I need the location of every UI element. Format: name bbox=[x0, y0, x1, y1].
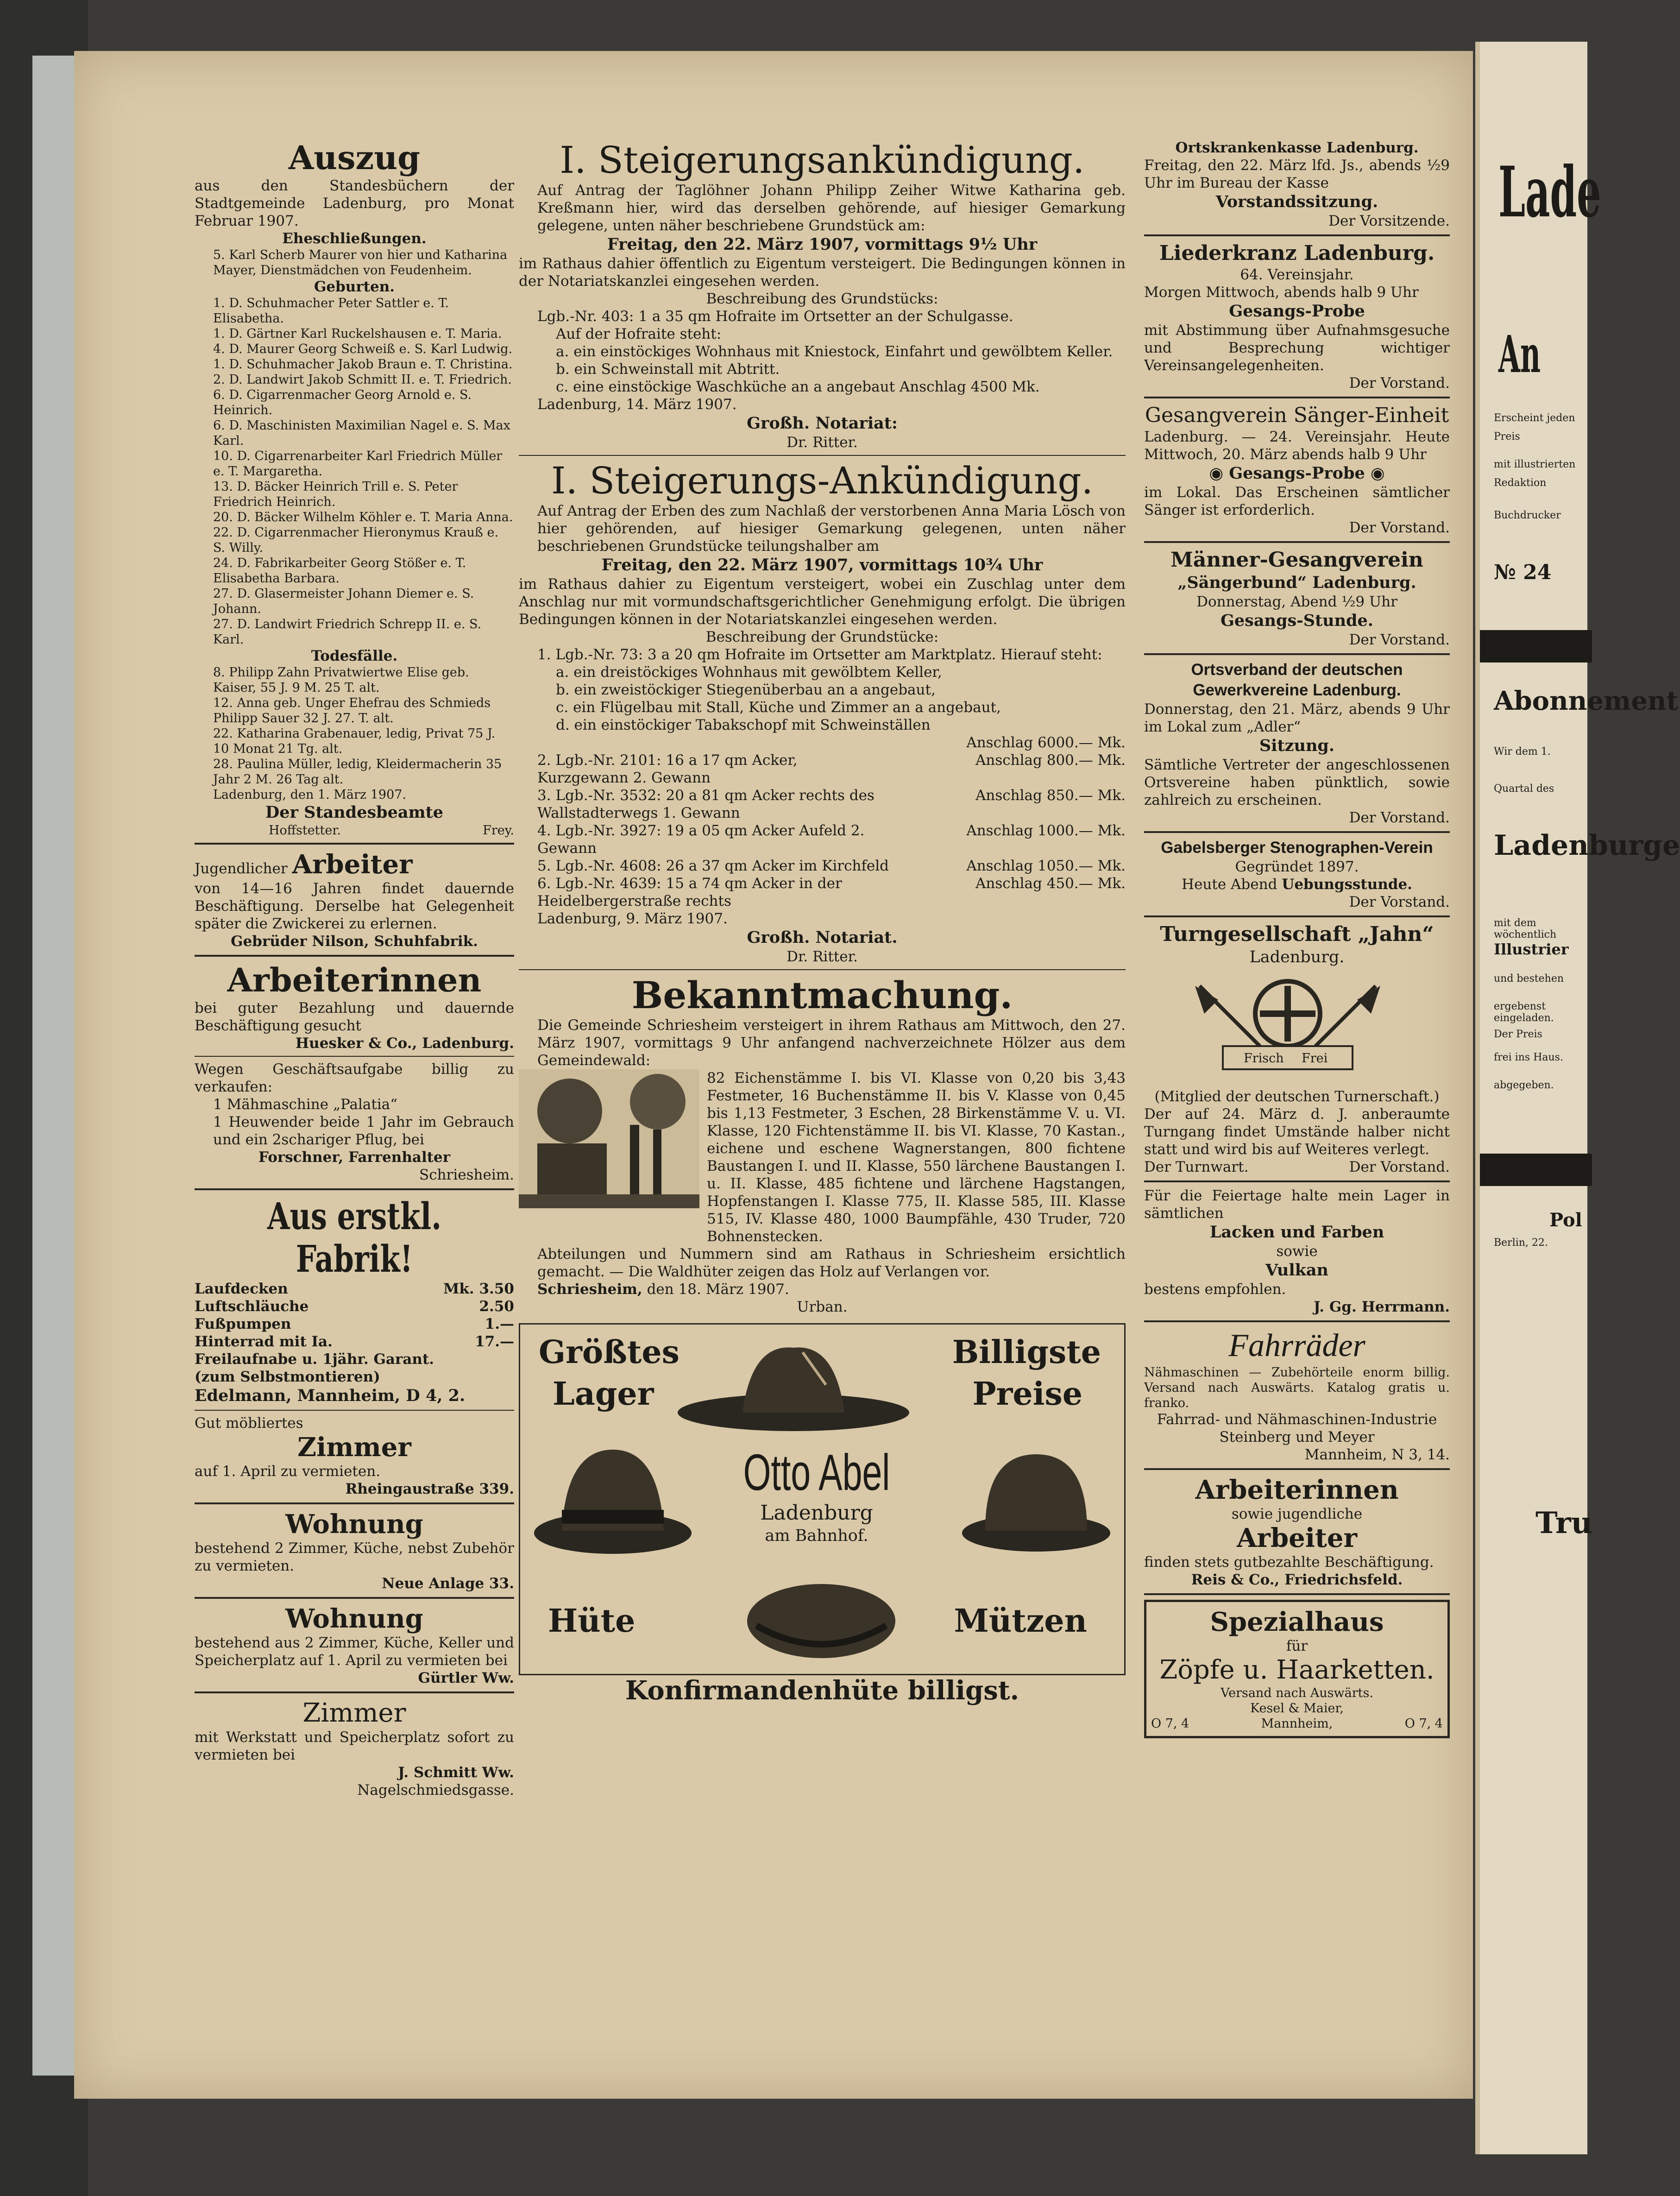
fabrik-price: Mk. 3.50 bbox=[443, 1281, 514, 1297]
right-page-ladenburger: Ladenburge bbox=[1494, 829, 1680, 862]
divider bbox=[195, 955, 514, 957]
spezialhaus-addr: O 7, 4 bbox=[1151, 1716, 1189, 1731]
bekanntmachung-title: Bekanntmachung. bbox=[631, 973, 1013, 1017]
birth-entry: 2. D. Landwirt Jakob Schmitt II. e. T. Friedrich. bbox=[213, 372, 512, 387]
right-page-line: Erscheint jeden bbox=[1494, 412, 1575, 424]
death-entry: 12. Anna geb. Unger Ehefrau des Schmieds Philipp Sauer 32 J. 27. T. alt. bbox=[213, 696, 491, 726]
arbeiter-pre: Jugendlicher bbox=[195, 860, 288, 877]
right-page-bar bbox=[1480, 630, 1592, 663]
fabrik-item: Laufdecken bbox=[195, 1281, 288, 1297]
gabelsberger-title: Gabelsberger Stenographen-Verein bbox=[1161, 839, 1433, 857]
divider bbox=[195, 1502, 514, 1504]
death-entry: 8. Philipp Zahn Privatwiertwe Elise geb. Kaiser, 55 J. 9 M. 25 T. alt. bbox=[213, 665, 469, 695]
steigerung1-item: c. eine einstöckige Waschküche an a angebaut Anschlag 4500 Mk. bbox=[556, 379, 1040, 395]
steigerung2-row: 2. Lgb.-Nr. 2101: 16 a 17 qm Acker, Kurzgewann 2. Gewann bbox=[537, 752, 798, 786]
steigerung2-anschlag: Anschlag 1000.— Mk. bbox=[966, 822, 1126, 839]
birth-entry: 1. D. Schuhmacher Jakob Braun e. T. Christina. bbox=[213, 357, 513, 372]
divider bbox=[195, 1597, 514, 1599]
right-page-line: und bestehen bbox=[1494, 973, 1564, 984]
verkauf-item: 1 Mähmaschine „Palatia“ bbox=[213, 1096, 398, 1113]
bekanntmachung-text3: Abteilungen und Nummern sind am Rathaus in Schriesheim ersichtlich gemacht. — Die Waldhüter zeigen das Holz auf Verlangen vor. bbox=[537, 1246, 1126, 1280]
arbeiter-title: Arbeiter bbox=[292, 849, 413, 880]
steigerung2-anschlag: Anschlag 800.— Mk. bbox=[975, 752, 1126, 769]
divider bbox=[1144, 1320, 1450, 1322]
arbeiter-title: Arbeiter bbox=[1236, 1523, 1357, 1553]
steigerung2-name: Dr. Ritter. bbox=[787, 948, 858, 965]
ortsverband-title: Ortsverband der deutschen Gewerkvereine Ladenburg. bbox=[1191, 661, 1403, 699]
divider bbox=[195, 843, 514, 845]
auszug-sign: Der Standesbeamte bbox=[265, 803, 444, 822]
round-hat-icon bbox=[957, 1431, 1115, 1561]
zimmer-text: mit Werkstatt und Speicherplatz sofort zu vermieten bei bbox=[195, 1729, 514, 1763]
steigerung2-sign: Großh. Notariat. bbox=[747, 928, 898, 947]
right-page-line: mit dem wöchentlich bbox=[1494, 917, 1557, 940]
maennergesang-title2: „Sängerbund“ Ladenburg. bbox=[1177, 573, 1416, 592]
fabrik-title: Aus erstkl. Fabrik! bbox=[267, 1194, 441, 1281]
auszug-title: Auszug bbox=[288, 139, 421, 177]
birth-entry: 1. D. Gärtner Karl Ruckelshausen e. T. Maria. bbox=[213, 327, 502, 341]
zimmer-address: Nagelschmiedsgasse. bbox=[357, 1782, 514, 1798]
hat-shop-address: am Bahnhof. bbox=[765, 1527, 868, 1545]
hat-shop-name: Otto Abel bbox=[743, 1444, 890, 1501]
right-page-line: Preis bbox=[1494, 431, 1520, 442]
steigerung2-text2: im Rathaus dahier zu Eigentum versteigert, wobei ein Zuschlag unter dem Anschlag nur mit vormundschaftsgerichtlicher Genehmigung erfolgt. Die übrigen Bedingungen können in der Notariatskanzlei eingesehen werden. bbox=[519, 576, 1126, 628]
maennergesang-title: Männer-Gesangverein bbox=[1170, 548, 1423, 572]
liederkranz-sign: Der Vorstand. bbox=[1349, 375, 1450, 391]
birth-entry: 4. D. Maurer Georg Schweiß e. S. Karl Ludwig. bbox=[213, 342, 513, 356]
steigerung2-anschlag: Anschlag 450.— Mk. bbox=[975, 875, 1126, 892]
auszug-date: Ladenburg, den 1. März 1907. bbox=[213, 788, 407, 802]
steigerung2-date: Freitag, den 22. März 1907, vormittags 10¾ Uhr bbox=[601, 555, 1043, 574]
turngesellschaft-title: Turngesellschaft „Jahn“ bbox=[1160, 922, 1434, 946]
zimmer-text: auf 1. April zu vermieten. bbox=[195, 1463, 381, 1480]
zimmer-name: J. Schmitt Ww. bbox=[398, 1764, 514, 1781]
right-page-line: Redaktion bbox=[1494, 477, 1547, 489]
ortsverband-text2: Sämtliche Vertreter der angeschlossenen Ortsvereine haben pünktlich, sowie zahlreich zu erscheinen. bbox=[1144, 757, 1450, 808]
gabelsberger-sign: Der Vorstand. bbox=[1349, 894, 1450, 910]
feiertage-vulkan: Vulkan bbox=[1265, 1261, 1329, 1280]
right-page-line: Berlin, 22. bbox=[1494, 1237, 1548, 1249]
arbeiterinnen-firm: Reis & Co., Friedrichsfeld. bbox=[1191, 1571, 1403, 1588]
right-page-line: Wir dem 1. bbox=[1494, 746, 1551, 757]
divider bbox=[1144, 1468, 1450, 1470]
bekanntmachung-sign: Urban. bbox=[797, 1299, 848, 1315]
bekanntmachung-text: Die Gemeinde Schriesheim versteigert in ihrem Rathaus am Mittwoch, den 27. März 1907, vormittags 9 Uhr anfangend nachverzeichnete Hölzer aus dem Gemeindewald: bbox=[537, 1017, 1126, 1069]
arbeiter-text: von 14—16 Jahren findet dauernde Beschäftigung. Derselbe hat Gelegenheit später die Zwickerei zu erlernen. bbox=[195, 880, 514, 932]
divider bbox=[519, 455, 1126, 456]
arbeiterinnen-sowie: sowie jugendliche bbox=[1231, 1506, 1363, 1522]
saenger-einheit-text2: im Lokal. Das Erscheinen sämtlicher Sänger ist erforderlich. bbox=[1144, 484, 1450, 518]
hat-shop-town: Ladenburg bbox=[760, 1501, 873, 1525]
steigerung2-desc: Beschreibung der Grundstücke: bbox=[705, 629, 939, 645]
steigerung2-row bbox=[537, 734, 889, 751]
steigerung2-lgb: 1. Lgb.-Nr. 73: 3 a 20 qm Hofraite im Ortsetter am Marktplatz. Hierauf steht: bbox=[537, 646, 1102, 663]
spezialhaus-ad bbox=[1144, 1600, 1450, 1738]
steigerung1-place: Ladenburg, 14. März 1907. bbox=[537, 396, 737, 413]
feiertage-sowie: sowie bbox=[1276, 1243, 1318, 1260]
steigerung2-text: Auf Antrag der Erben des zum Nachlaß der verstorbenen Anna Maria Lösch von hier gehörenden, auf hiesiger Gemarkung gelegenen, unten näher beschriebenen Grundstücke teilungshalber am bbox=[537, 503, 1126, 555]
steigerung2-item: a. ein dreistöckiges Wohnhaus mit gewölbtem Keller, bbox=[556, 664, 942, 681]
divider bbox=[1144, 653, 1450, 655]
spezialhaus-firm: Kesel & Maier, bbox=[1250, 1701, 1344, 1716]
fahrraeder-title: Fahrräder bbox=[1228, 1328, 1365, 1363]
right-page-line: Quartal des bbox=[1494, 783, 1554, 795]
feiertage-event: Lacken und Farben bbox=[1209, 1223, 1384, 1242]
verkauf-place: Schriesheim. bbox=[419, 1167, 514, 1183]
ortsverband-event: Sitzung. bbox=[1259, 736, 1335, 755]
steigerung1-item: a. ein einstöckiges Wohnhaus mit Kniestock, Einfahrt und gewölbtem Keller. bbox=[556, 343, 1113, 360]
hat-preise: Preise bbox=[972, 1376, 1082, 1413]
steigerung2-place: Ladenburg, 9. März 1907. bbox=[537, 910, 728, 927]
bowler-hat-icon bbox=[529, 1431, 696, 1561]
hat-advertisement bbox=[519, 1323, 1126, 1675]
wohnung-title: Wohnung bbox=[285, 1603, 423, 1634]
right-page-pol: Pol bbox=[1549, 1209, 1582, 1231]
woodcut-illustration bbox=[519, 1069, 699, 1208]
right-page-line: frei ins Haus. bbox=[1494, 1052, 1563, 1063]
turngesellschaft-sign: Der Turnwart. bbox=[1144, 1159, 1249, 1175]
column-right bbox=[1144, 139, 1450, 1738]
arbeiterinnen-title: Arbeiterinnen bbox=[227, 961, 482, 999]
feiertage-text: Für die Feiertage halte mein Lager in sämtlichen bbox=[1144, 1187, 1450, 1222]
right-page-subhead: An bbox=[1498, 324, 1541, 384]
zimmer-title: Zimmer bbox=[297, 1432, 411, 1463]
birth-entry: 10. D. Cigarrenarbeiter Karl Friedrich Müller e. T. Margaretha. bbox=[213, 449, 503, 479]
steigerung2-anschlag: Anschlag 850.— Mk. bbox=[975, 787, 1126, 804]
spezialhaus-city: Mannheim, bbox=[1261, 1716, 1333, 1731]
divider bbox=[1144, 541, 1450, 543]
birth-entry: 24. D. Fabrikarbeiter Georg Stößer e. T. Elisabetha Barbara. bbox=[213, 556, 466, 586]
wohnung-text: bestehend aus 2 Zimmer, Küche, Keller und Speicherplatz auf 1. April zu vermieten bei bbox=[195, 1634, 514, 1669]
spezialhaus-fuer: für bbox=[1286, 1638, 1308, 1654]
turngesellschaft-member: (Mitglied der deutschen Turnerschaft.) bbox=[1154, 1088, 1440, 1105]
right-page-line: mit illustrierten bbox=[1494, 459, 1576, 470]
death-entry: 28. Paulina Müller, ledig, Kleidermacherin 35 Jahr 2 M. 26 Tag alt. bbox=[213, 757, 502, 787]
fabrik-price: 17.— bbox=[475, 1333, 514, 1350]
divider bbox=[1144, 831, 1450, 833]
divider bbox=[519, 969, 1126, 970]
fahrraeder-firm: Fahrrad- und Nähmaschinen-Industrie Steinberg und Meyer bbox=[1157, 1411, 1437, 1445]
arbeiterinnen-text: finden stets gutbezahlte Beschäftigung. bbox=[1144, 1554, 1434, 1571]
divider bbox=[195, 1056, 514, 1057]
steigerung2-row: 5. Lgb.-Nr. 4608: 26 a 37 qm Acker im Kirchfeld bbox=[537, 858, 889, 874]
birth-entry: 13. D. Bäcker Heinrich Trill e. S. Peter Friedrich Heinrich. bbox=[213, 480, 458, 509]
births-heading: Geburten. bbox=[314, 278, 395, 295]
wohnung-address: Neue Anlage 33. bbox=[382, 1575, 514, 1592]
divider bbox=[195, 1691, 514, 1693]
verkauf-item: 1 Heuwender beide 1 Jahr im Gebrauch und ein 2schariger Pflug, bei bbox=[213, 1114, 514, 1148]
divider bbox=[195, 1410, 514, 1411]
right-page-line: abgegeben. bbox=[1494, 1079, 1554, 1091]
hat-icon bbox=[673, 1334, 914, 1436]
fabrik-price: 2.50 bbox=[479, 1298, 514, 1315]
steigerung1-lgb: Lgb.-Nr. 403: 1 a 35 qm Hofraite im Ortsetter an der Schulgasse. bbox=[537, 308, 1013, 325]
fabrik-firm: Edelmann, Mannheim, D 4, 2. bbox=[195, 1386, 466, 1405]
auszug-signer: Hoffstetter. bbox=[269, 823, 341, 838]
marriage-entry: 5. Karl Scherb Maurer von hier und Katharina Mayer, Dienstmädchen von Feudenheim. bbox=[213, 248, 508, 278]
birth-entry: 1. D. Schuhmacher Peter Sattler e. T. Elisabetha. bbox=[213, 296, 449, 326]
right-page-line: Buchdrucker bbox=[1494, 510, 1561, 521]
ortsverband-sign: Der Vorstand. bbox=[1349, 809, 1450, 826]
arbeiterinnen-firm: Huesker & Co., Ladenburg. bbox=[295, 1035, 514, 1052]
divider bbox=[1144, 397, 1450, 398]
saenger-einheit-title: Gesangverein Sänger-Einheit bbox=[1145, 404, 1449, 427]
steigerung1-title: I. Steigerungsankündigung. bbox=[560, 139, 1085, 182]
steigerung1-date: Freitag, den 22. März 1907, vormittags 9½ Uhr bbox=[607, 235, 1038, 254]
deaths-heading: Todesfälle. bbox=[311, 648, 398, 664]
birth-entry: 6. D. Cigarrenmacher Georg Arnold e. S. Heinrich. bbox=[213, 388, 472, 417]
liederkranz-text2: mit Abstimmung über Aufnahmsgesuche und Besprechung wichtiger Vereinsangelegenheiten. bbox=[1144, 322, 1450, 374]
steigerung2-title: I. Steigerungs-Ankündigung. bbox=[551, 459, 1093, 502]
turngesellschaft-town: Ladenburg. bbox=[1249, 948, 1345, 966]
feiertage-text2: bestens empfohlen. bbox=[1144, 1281, 1286, 1298]
right-page-line: Der Preis bbox=[1494, 1029, 1542, 1040]
wohnung-address: Gürtler Ww. bbox=[418, 1670, 514, 1686]
fabrik-item: Luftschläuche bbox=[195, 1298, 309, 1315]
hat-groesstes: Größtes bbox=[539, 1334, 680, 1371]
steigerung2-anschlag: Anschlag 1050.— Mk. bbox=[966, 858, 1126, 874]
column-middle bbox=[519, 139, 1126, 1706]
steigerung2-row: 3. Lgb.-Nr. 3532: 20 a 81 qm Acker rechts des Wallstadterwegs 1. Gewann bbox=[537, 787, 875, 821]
steigerung1-text2: im Rathaus dahier öffentlich zu Eigentum versteigert. Die Bedingungen können in der Notariatskanzlei eingesehen werden. bbox=[519, 255, 1126, 290]
fahrraeder-address: Mannheim, N 3, 14. bbox=[1304, 1446, 1450, 1463]
saenger-einheit-text: Ladenburg. — 24. Vereinsjahr. Heute Mittwoch, 20. März abends halb 9 Uhr bbox=[1144, 429, 1450, 463]
steigerung1-desc: Beschreibung des Grundstücks: bbox=[706, 290, 938, 307]
hat-lager: Lager bbox=[553, 1376, 654, 1413]
divider bbox=[195, 1188, 514, 1190]
liederkranz-event: Gesangs-Probe bbox=[1229, 302, 1365, 321]
spezialhaus-text: Zöpfe u. Haarketten. bbox=[1159, 1655, 1435, 1685]
turngesellschaft-sign: Der Vorstand. bbox=[1349, 1159, 1450, 1175]
ortskrankenkasse-sign: Der Vorsitzende. bbox=[1328, 213, 1450, 229]
record-icon: ◉ bbox=[1370, 464, 1385, 483]
verkauf-name: Forschner, Farrenhalter bbox=[258, 1149, 451, 1166]
gabelsberger-text: Heute Abend bbox=[1182, 876, 1277, 893]
steigerung1-auf: Auf der Hofraite steht: bbox=[556, 326, 722, 342]
gabelsberger-year: Gegründet 1897. bbox=[1235, 858, 1359, 875]
feiertage-name: J. Gg. Herrmann. bbox=[1313, 1299, 1450, 1315]
bekanntmachung-date: den 18. März 1907. bbox=[647, 1281, 789, 1298]
right-page-abonnement: Abonnement bbox=[1494, 686, 1679, 716]
spezialhaus-send: Versand nach Auswärts. bbox=[1221, 1686, 1373, 1700]
birth-entry: 22. D. Cigarrenmacher Hieronymus Krauß e. S. Willy. bbox=[213, 525, 499, 555]
steigerung2-item: d. ein einstöckiger Tabakschopf mit Schweinställen bbox=[556, 717, 931, 733]
steigerung1-sign: Großh. Notariat: bbox=[747, 414, 898, 433]
zimmer-pre: Gut möbliertes bbox=[195, 1415, 303, 1432]
hat-huete: Hüte bbox=[548, 1603, 636, 1640]
right-page-line: Illustrier bbox=[1494, 940, 1569, 958]
zimmer-address: Rheingaustraße 339. bbox=[345, 1481, 514, 1497]
spezialhaus-addr: O 7, 4 bbox=[1404, 1716, 1443, 1731]
maennergesang-event: Gesangs-Stunde. bbox=[1221, 611, 1373, 630]
maennergesang-sign: Der Vorstand. bbox=[1349, 631, 1450, 648]
column-left bbox=[195, 139, 514, 1799]
birth-entry: 20. D. Bäcker Wilhelm Köhler e. T. Maria Anna. bbox=[213, 510, 513, 524]
divider bbox=[1144, 234, 1450, 236]
fabrik-item: Hinterrad mit Ia. Freilaufnabe u. 1jähr. Garant. (zum Selbstmontieren) bbox=[195, 1333, 434, 1385]
wohnung-title: Wohnung bbox=[285, 1509, 423, 1540]
right-page-line: ergebenst eingeladen. bbox=[1494, 1001, 1554, 1024]
liederkranz-title: Liederkranz Ladenburg. bbox=[1159, 241, 1435, 265]
steigerung2-item: b. ein zweistöckiger Stiegenüberbau an a angebaut, bbox=[556, 682, 936, 698]
steigerung1-text: Auf Antrag der Taglöhner Johann Philipp Zeiher Witwe Katharina geb. Kreßmann hier, wird das derselben gehörende, auf hiesiger Gemarkung gelegene, unten näher beschriebene Grundstück am: bbox=[537, 182, 1126, 234]
birth-entry: 27. D. Glasermeister Johann Diemer e. S. Johann. bbox=[213, 587, 474, 616]
turner-cross-icon bbox=[1144, 967, 1431, 1088]
turner-emblem bbox=[1144, 967, 1450, 1088]
steigerung1-item: b. ein Schweinstall mit Abtritt. bbox=[556, 361, 780, 378]
steigerung2-item: c. ein Flügelbau mit Stall, Küche und Zimmer an a angebaut, bbox=[556, 699, 1001, 716]
liederkranz-year: 64. Vereinsjahr. bbox=[1240, 266, 1354, 283]
ortsverband-text: Donnerstag, den 21. März, abends 9 Uhr im Lokal zum „Adler“ bbox=[1144, 701, 1450, 735]
bekanntmachung-list: 82 Eichenstämme I. bis VI. Klasse von 0,20 bis 3,43 Festmeter, 16 Buchenstämme II. bis V. Klasse von 0,45 bis 1,13 Festmeter, 3 Eschen, 28 Birkenstämme V. u. VI. Klasse, 120 Fichtenstämme II. bis VI. Klasse, 70 Kastan., eichene und eschene Wagnerstangen, 800 fichtene Baustangen I. und II. Klasse, 550 lärchene Baustangen I. u. II. Klasse, 485 fichtene und lärchene Hagstangen, Hopfenstangen I. Klasse 775, II. Klasse 585, III. Klasse 515, IV. Klasse 480, 1000 Baumpfähle, 430 Truder, 720 Bohnenstecken. bbox=[707, 1070, 1126, 1245]
record-icon: ◉ bbox=[1209, 464, 1224, 483]
auszug-intro: aus den Standesbüchern der Stadtgemeinde Ladenburg, pro Monat Februar 1907. bbox=[195, 177, 514, 229]
hat-footer: Konfirmandenhüte billigst. bbox=[625, 1675, 1019, 1706]
right-page-number: № 24 bbox=[1494, 561, 1552, 584]
marriages-heading: Eheschließungen. bbox=[282, 230, 427, 247]
zimmer-title: Zimmer bbox=[302, 1698, 406, 1728]
ortskrankenkasse-event: Vorstandssitzung. bbox=[1215, 192, 1378, 211]
divider bbox=[1144, 915, 1450, 917]
gabelsberger-event: Uebungsstunde. bbox=[1282, 876, 1412, 893]
divider bbox=[1144, 1593, 1450, 1595]
steigerung2-row: 6. Lgb.-Nr. 4639: 15 a 74 qm Acker in der Heidelbergerstraße rechts bbox=[537, 875, 842, 909]
ortskrankenkasse-text: Freitag, den 22. März lfd. Js., abends ½9 Uhr im Bureau der Kasse bbox=[1144, 157, 1450, 191]
fahrraeder-text: Nähmaschinen — Zubehörteile enorm billig. Versand nach Auswärts. Katalog gratis u. franko. bbox=[1144, 1365, 1450, 1410]
steigerung1-name: Dr. Ritter. bbox=[787, 434, 858, 451]
turner-emblem-right: Frei bbox=[1302, 1051, 1328, 1066]
divider bbox=[1144, 1180, 1450, 1182]
arbeiterinnen-text: bei guter Bezahlung und dauernde Beschäftigung gesucht bbox=[195, 1000, 514, 1034]
maennergesang-text: Donnerstag, Abend ½9 Uhr bbox=[1196, 593, 1397, 610]
fabrik-price: 1.— bbox=[484, 1316, 514, 1332]
birth-entry: 27. D. Landwirt Friedrich Schrepp II. e. S. Karl. bbox=[213, 617, 482, 647]
turngesellschaft-text: Der auf 24. März d. J. anberaumte Turngang findet Umstände halber nicht statt und wird bis auf Weiteres verlegt. bbox=[1144, 1106, 1450, 1158]
birth-entry: 6. D. Maschinisten Maximilian Nagel e. S. Max Karl. bbox=[213, 418, 510, 448]
steigerung2-anschlag: Anschlag 6000.— Mk. bbox=[966, 734, 1126, 751]
bekanntmachung-place: Schriesheim, bbox=[537, 1281, 642, 1298]
arbeiter-firm: Gebrüder Nilson, Schuhfabrik. bbox=[231, 933, 478, 950]
death-entry: 22. Katharina Grabenauer, ledig, Privat 75 J. 10 Monat 21 Tg. alt. bbox=[213, 726, 496, 756]
right-page-masthead: Lade bbox=[1498, 151, 1601, 233]
cap-icon bbox=[738, 1570, 905, 1663]
hat-muetzen: Mützen bbox=[954, 1603, 1087, 1640]
right-page-bar bbox=[1480, 1154, 1592, 1186]
turner-emblem-left: Frisch bbox=[1244, 1051, 1284, 1066]
saenger-einheit-sign: Der Vorstand. bbox=[1349, 519, 1450, 536]
fabrik-item: Fußpumpen bbox=[195, 1316, 291, 1332]
wohnung-text: bestehend 2 Zimmer, Küche, nebst Zubehör zu vermieten. bbox=[195, 1540, 514, 1574]
ortskrankenkasse-title: Ortskrankenkasse Ladenburg. bbox=[1175, 139, 1419, 156]
right-page-edge bbox=[1475, 42, 1680, 2154]
verkauf-text: Wegen Geschäftsaufgabe billig zu verkaufen: bbox=[195, 1061, 514, 1095]
right-page-tru: Tru bbox=[1535, 1506, 1593, 1540]
hat-billigste: Billigste bbox=[952, 1334, 1101, 1371]
auszug-signer: Frey. bbox=[483, 823, 514, 838]
arbeiterinnen-title: Arbeiterinnen bbox=[1195, 1475, 1399, 1505]
steigerung2-row: 4. Lgb.-Nr. 3927: 19 a 05 qm Acker Aufeld 2. Gewann bbox=[537, 822, 865, 857]
liederkranz-text: Morgen Mittwoch, abends halb 9 Uhr bbox=[1144, 284, 1419, 301]
saenger-einheit-event: Gesangs-Probe bbox=[1229, 464, 1365, 483]
spezialhaus-title: Spezialhaus bbox=[1210, 1607, 1384, 1637]
